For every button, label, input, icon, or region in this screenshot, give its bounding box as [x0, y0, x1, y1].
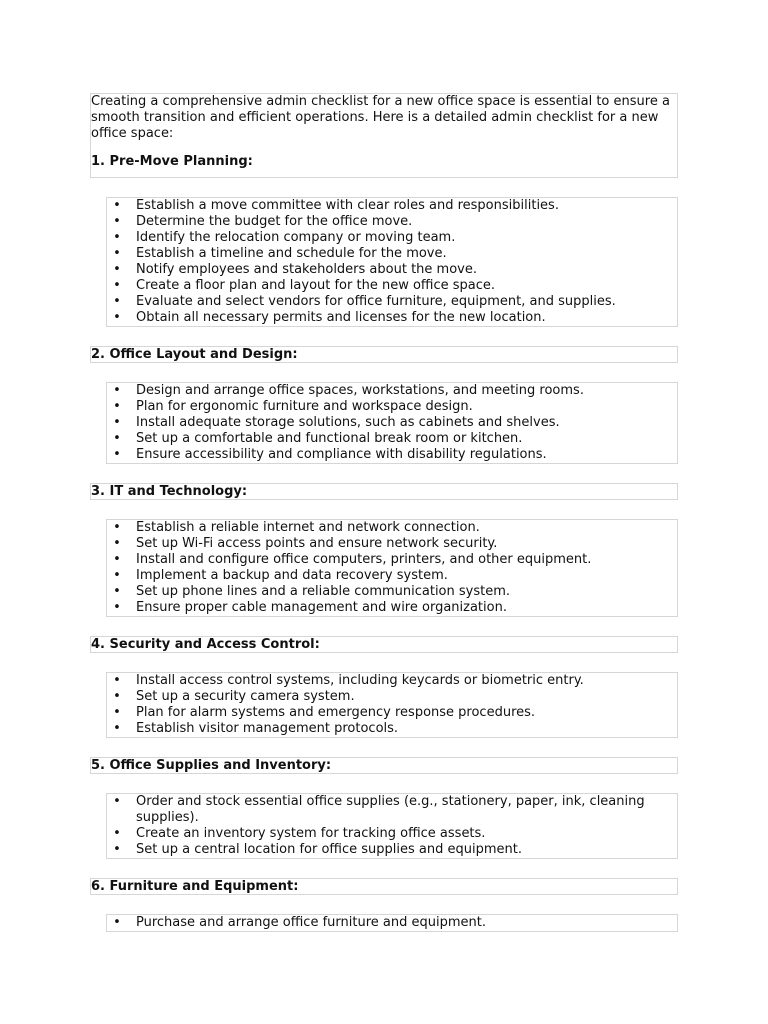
bullet-icon: •: [113, 915, 121, 930]
list-item: • Establish a reliable internet and network connection.: [113, 520, 480, 535]
list-item: • Ensure proper cable management and wire organization.: [113, 600, 507, 615]
bullet-icon: •: [113, 794, 121, 809]
bullet-list: [107, 673, 677, 737]
list-item: • Create a floor plan and layout for the new office space.: [113, 278, 496, 293]
section-list-1: [106, 197, 678, 327]
section-list-5: [106, 793, 678, 859]
bullet-icon: •: [113, 431, 121, 446]
list-item: • Notify employees and stakeholders about the move.: [113, 262, 477, 277]
intro-paragraph: Creating a comprehensive admin checklist for a new office space is essential to ensure a smooth transition and efficient operations. Here is a detailed admin checklist for a new office space:: [91, 94, 670, 141]
list-item: • Set up Wi-Fi access points and ensure network security.: [113, 536, 498, 551]
list-item: • Evaluate and select vendors for office furniture, equipment, and supplies.: [113, 294, 616, 309]
bullet-icon: •: [113, 689, 121, 704]
list-item: • Obtain all necessary permits and licenses for the new location.: [113, 310, 546, 325]
bullet-icon: •: [113, 198, 121, 213]
section-heading-2: 2. Office Layout and Design:: [90, 346, 678, 363]
list-item: • Establish a timeline and schedule for the move.: [113, 246, 447, 261]
bullet-icon: •: [113, 310, 121, 325]
list-item: • Install adequate storage solutions, such as cabinets and shelves.: [113, 415, 560, 430]
bullet-icon: •: [113, 246, 121, 261]
bullet-icon: •: [113, 584, 121, 599]
bullet-icon: •: [113, 415, 121, 430]
bullet-icon: •: [113, 536, 121, 551]
bullet-icon: •: [113, 600, 121, 615]
section-heading-4: 4. Security and Access Control:: [90, 636, 678, 653]
list-item: • Design and arrange office spaces, workstations, and meeting rooms.: [113, 383, 584, 398]
bullet-list: [107, 520, 677, 616]
list-item: • Identify the relocation company or moving team.: [113, 230, 456, 245]
list-item: • Establish a move committee with clear roles and responsibilities.: [113, 198, 559, 213]
bullet-icon: •: [113, 383, 121, 398]
bullet-icon: •: [113, 214, 121, 229]
section-list-2: [106, 382, 678, 464]
section-list-4: [106, 672, 678, 738]
list-item: • Order and stock essential office supplies (e.g., stationery, paper, ink, cleaning supplies).: [113, 794, 645, 825]
list-item: • Ensure accessibility and compliance with disability regulations.: [113, 447, 547, 462]
list-item: • Plan for ergonomic furniture and workspace design.: [113, 399, 473, 414]
section-heading-1: 1. Pre-Move Planning:: [91, 154, 253, 169]
bullet-list: [107, 794, 677, 858]
section-list-3: [106, 519, 678, 617]
bullet-icon: •: [113, 842, 121, 857]
list-item: • Set up a comfortable and functional break room or kitchen.: [113, 431, 523, 446]
list-item: • Establish visitor management protocols.: [113, 721, 399, 736]
bullet-icon: •: [113, 673, 121, 688]
bullet-list: [107, 198, 677, 326]
section-heading-3: 3. IT and Technology:: [90, 483, 678, 500]
section-heading-6: 6. Furniture and Equipment:: [90, 878, 678, 895]
bullet-icon: •: [113, 230, 121, 245]
bullet-list: [107, 915, 677, 931]
bullet-icon: •: [113, 278, 121, 293]
document-page: [90, 93, 678, 932]
list-item: • Purchase and arrange office furniture and equipment.: [113, 915, 486, 930]
list-item: • Set up phone lines and a reliable communication system.: [113, 584, 511, 599]
bullet-icon: •: [113, 705, 121, 720]
list-item: • Implement a backup and data recovery system.: [113, 568, 448, 583]
section-list-6: [106, 914, 678, 932]
bullet-icon: •: [113, 262, 121, 277]
bullet-icon: •: [113, 552, 121, 567]
list-item: • Install access control systems, including keycards or biometric entry.: [113, 673, 584, 688]
bullet-icon: •: [113, 399, 121, 414]
bullet-icon: •: [113, 826, 121, 841]
list-item: • Set up a security camera system.: [113, 689, 355, 704]
list-item: • Determine the budget for the office move.: [113, 214, 413, 229]
bullet-icon: •: [113, 520, 121, 535]
intro-block: [90, 93, 678, 178]
bullet-icon: •: [113, 568, 121, 583]
list-item: • Install and configure office computers, printers, and other equipment.: [113, 552, 592, 567]
section-heading-5: 5. Office Supplies and Inventory:: [90, 757, 678, 774]
bullet-icon: •: [113, 721, 121, 736]
bullet-list: [107, 383, 677, 463]
bullet-icon: •: [113, 447, 121, 462]
list-item: • Set up a central location for office supplies and equipment.: [113, 842, 522, 857]
bullet-icon: •: [113, 294, 121, 309]
list-item: • Plan for alarm systems and emergency response procedures.: [113, 705, 536, 720]
list-item: • Create an inventory system for tracking office assets.: [113, 826, 486, 841]
